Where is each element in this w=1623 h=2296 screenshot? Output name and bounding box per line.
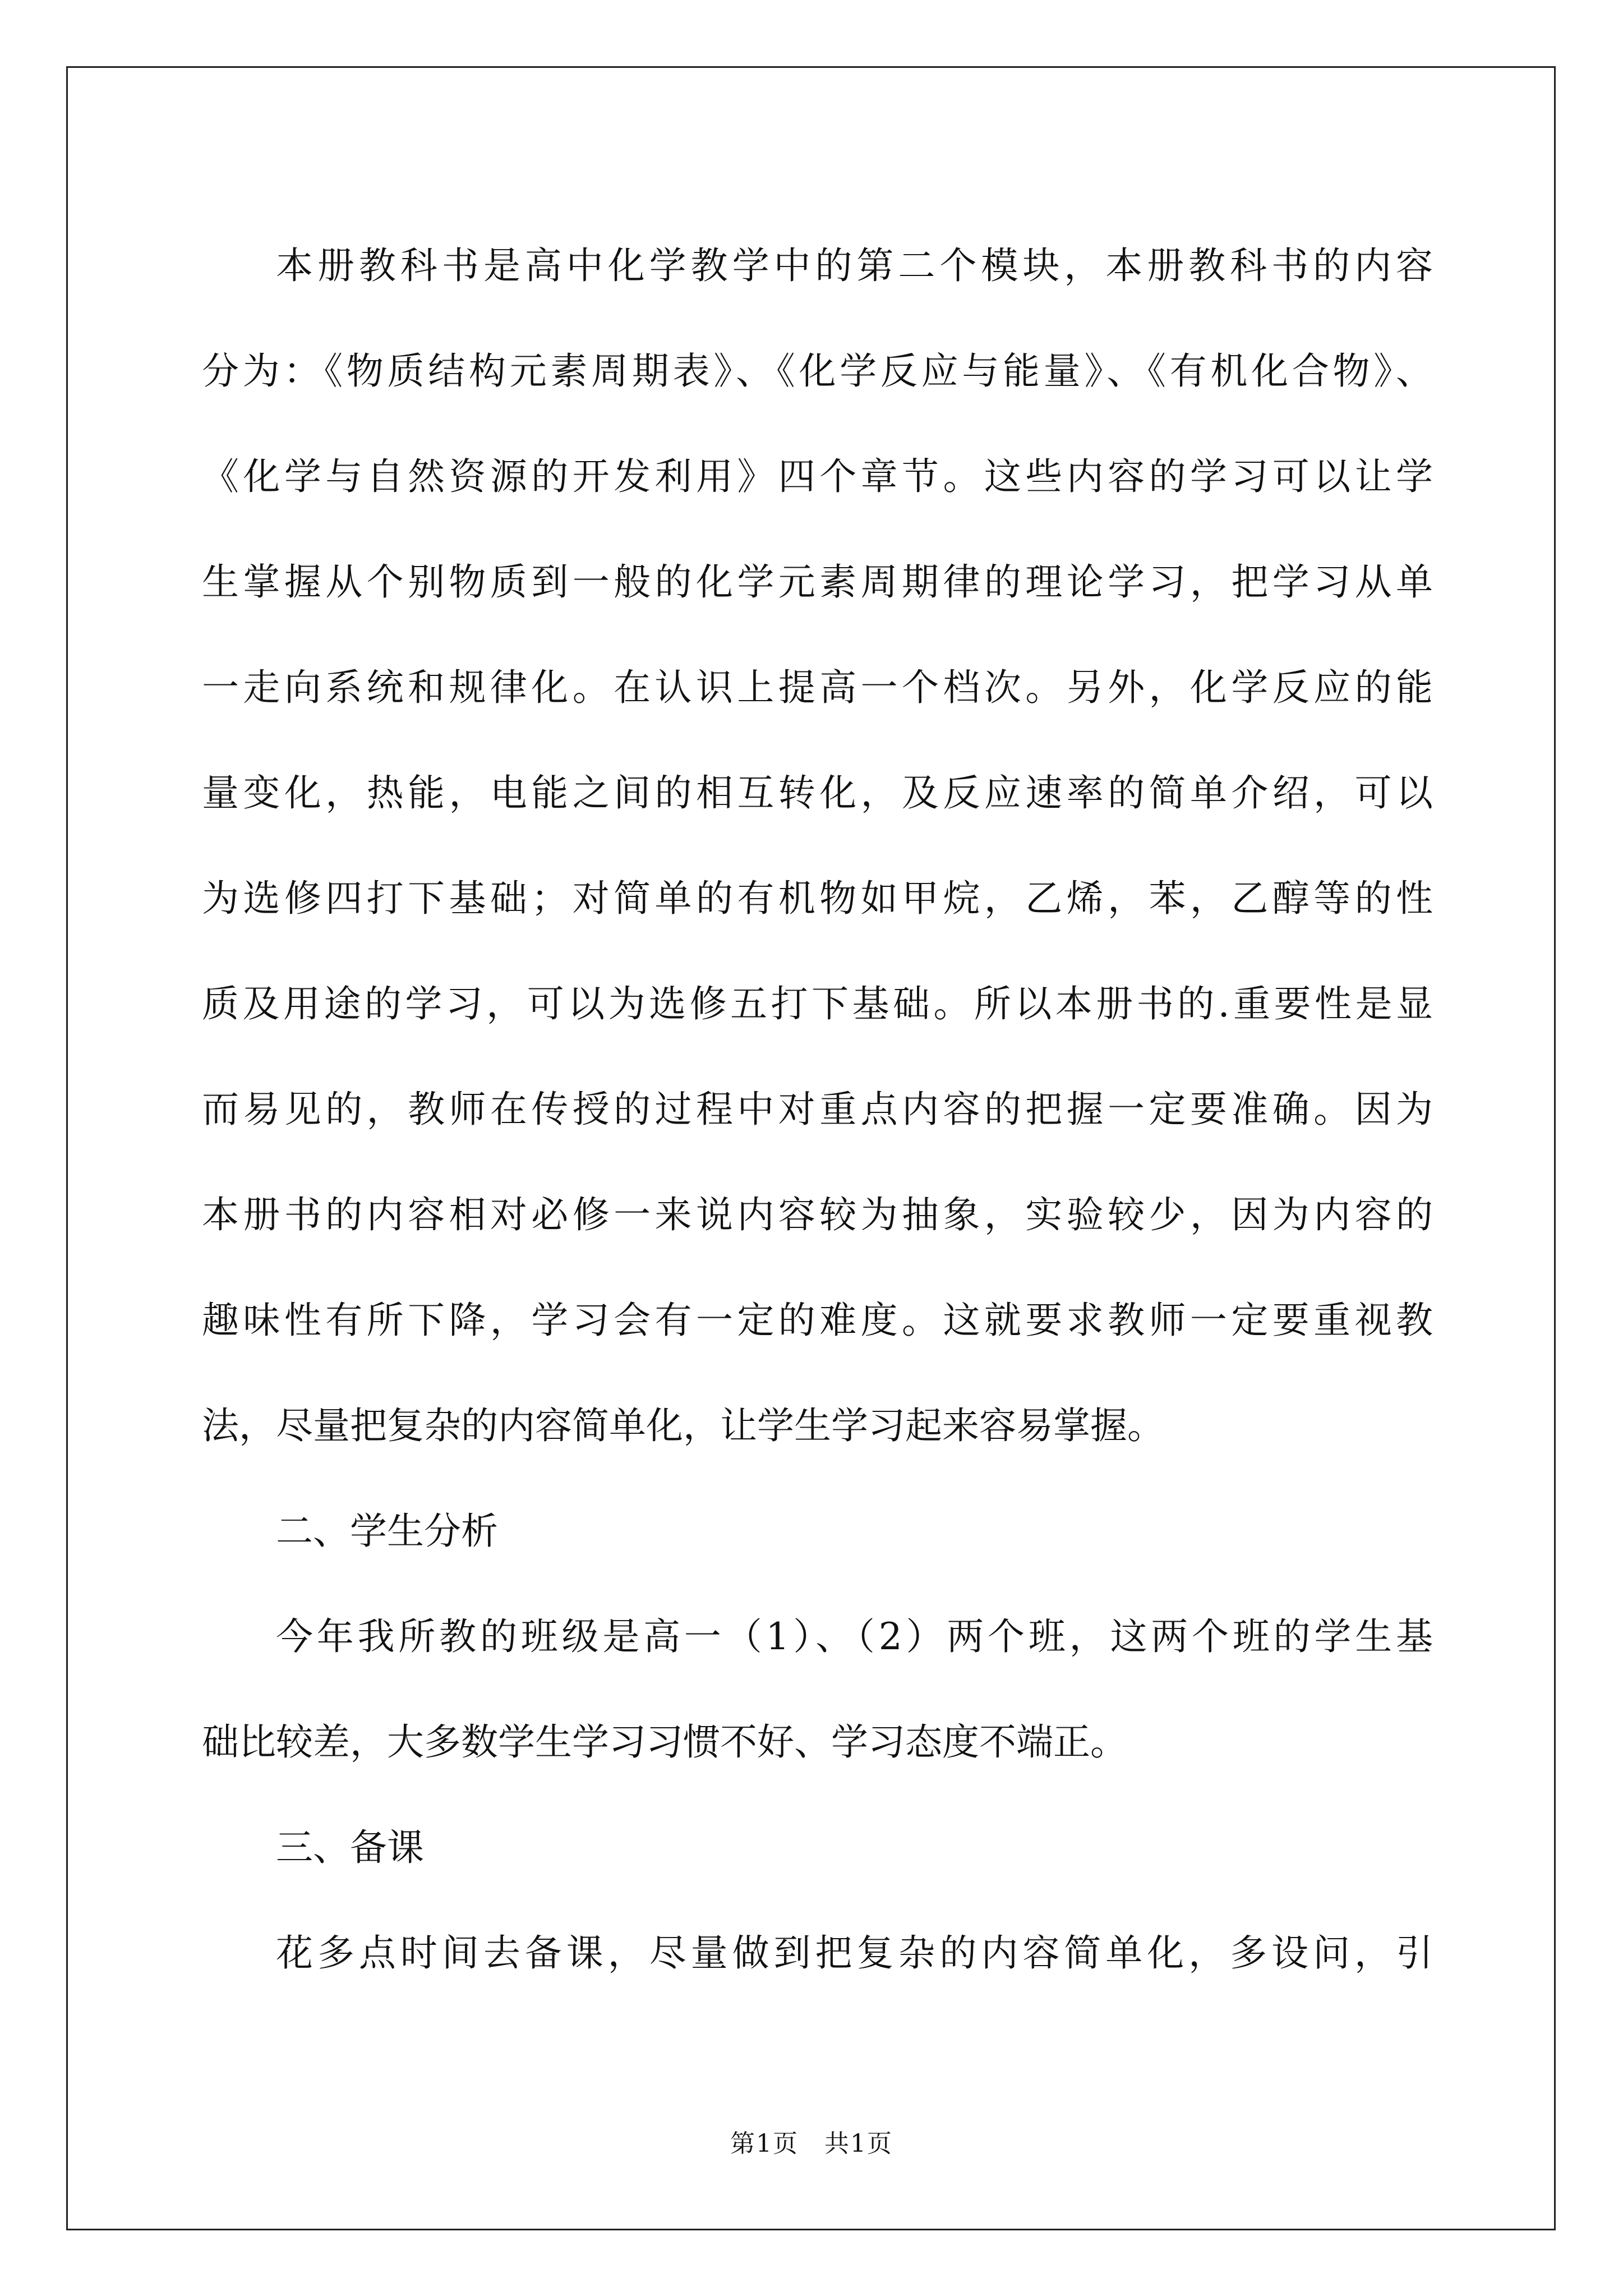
section-heading: 二、学生分析 [276, 1510, 498, 1553]
page-number: 第1页 共1页 [730, 2129, 893, 2158]
paragraph-line: 质及用途的学习，可以为选修五打下基础。所以本册书的.重要性是显 [202, 982, 1433, 1025]
paragraph-line: 本册教科书是高中化学教学中的第二个模块，本册教科书的内容 [276, 244, 1433, 287]
paragraph-line: 量变化，热能，电能之间的相互转化，及反应速率的简单介绍，可以 [202, 771, 1433, 815]
paragraph-line: 一走向系统和规律化。在认识上提高一个档次。另外，化学反应的能 [202, 666, 1433, 709]
document-body [202, 213, 1433, 2006]
paragraph-line: 趣味性有所下降，学习会有一定的难度。这就要求教师一定要重视教 [202, 1299, 1433, 1342]
paragraph-line: 今年我所教的班级是高一（1）、（2）两个班，这两个班的学生基 [276, 1615, 1433, 1658]
paragraph-line: 本册书的内容相对必修一来说内容较为抽象，实验较少，因为内容的 [202, 1193, 1433, 1236]
paragraph-line: 为选修四打下基础；对简单的有机物如甲烷，乙烯，苯，乙醇等的性 [202, 877, 1433, 920]
paragraph-line: 花多点时间去备课，尽量做到把复杂的内容简单化，多设问，引 [276, 1931, 1433, 1975]
paragraph-line: 而易见的，教师在传授的过程中对重点内容的把握一定要准确。因为 [202, 1088, 1433, 1131]
paragraph-line: 分为：《物质结构元素周期表》、《化学反应与能量》、《有机化合物》、 [202, 349, 1433, 393]
paragraph-line: 法，尽量把复杂的内容简单化，让学生学习起来容易掌握。 [202, 1404, 1164, 1447]
paragraph-line: 础比较差，大多数学生学习习惯不好、学习态度不端正。 [202, 1720, 1127, 1764]
paragraph-line: 《化学与自然资源的开发利用》四个章节。这些内容的学习可以让学 [202, 455, 1433, 498]
paragraph-line: 生掌握从个别物质到一般的化学元素周期律的理论学习，把学习从单 [202, 560, 1433, 604]
section-heading: 三、备课 [276, 1826, 424, 1869]
